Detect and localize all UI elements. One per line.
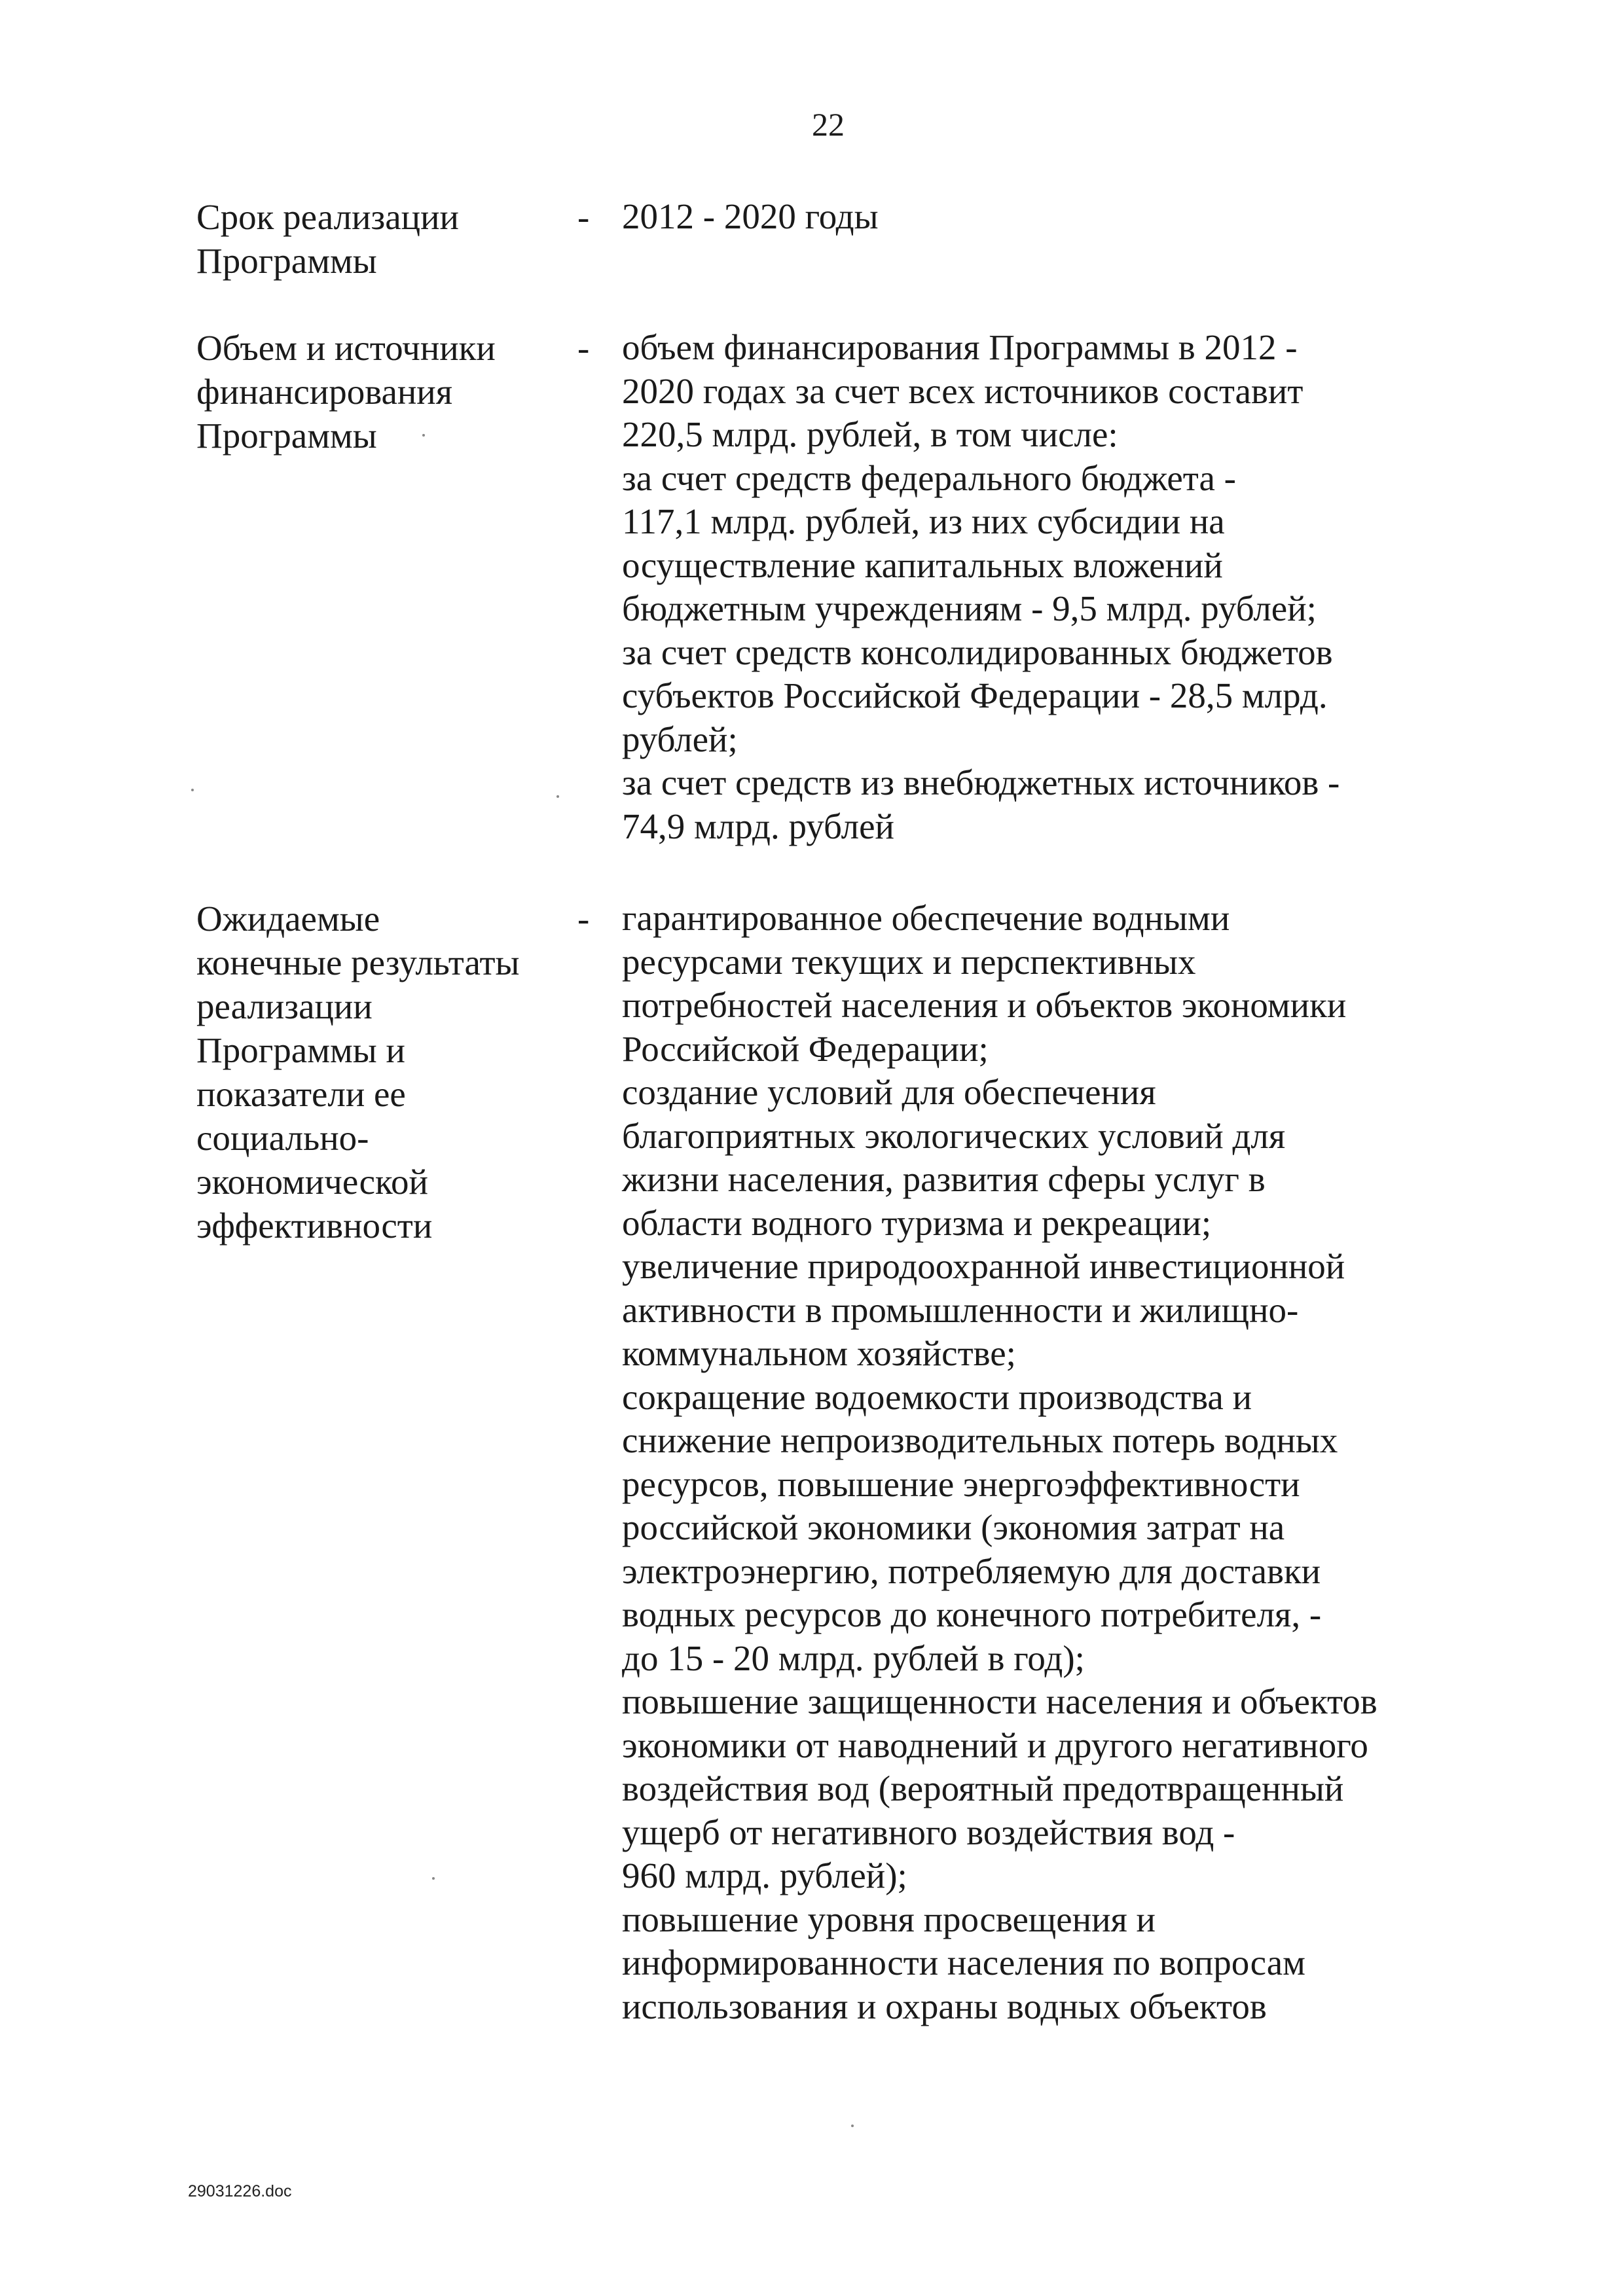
content-line: информированности населения по вопросам bbox=[622, 1943, 1305, 1982]
label-line: эффективности bbox=[196, 1206, 433, 1246]
content-line: объем финансирования Программы в 2012 - bbox=[622, 327, 1298, 367]
separator-dash: - bbox=[577, 197, 590, 237]
content-line: благоприятных экологических условий для bbox=[622, 1115, 1286, 1156]
content-line: повышение уровня просвещения и bbox=[622, 1899, 1156, 1939]
content-line: рублей; bbox=[622, 719, 738, 759]
section-content bbox=[622, 326, 1473, 848]
footer-filename: 29031226.doc bbox=[188, 2182, 292, 2200]
label-line: Программы bbox=[196, 241, 377, 281]
label-line: показатели ее bbox=[196, 1074, 406, 1114]
label-line: Программы bbox=[196, 416, 377, 456]
section-content bbox=[622, 195, 1473, 239]
content-line: 220,5 млрд. рублей, в том числе: bbox=[622, 414, 1118, 454]
content-line: увеличение природоохранной инвестиционной bbox=[622, 1246, 1345, 1286]
label-line: социально- bbox=[196, 1118, 369, 1158]
content-line: снижение непроизводительных потерь водных bbox=[622, 1420, 1338, 1460]
label-line: Программы и bbox=[196, 1030, 405, 1070]
section-label bbox=[196, 195, 563, 283]
scan-speck bbox=[556, 795, 559, 798]
label-line: финансирования bbox=[196, 372, 453, 412]
content-line: 2012 - 2020 годы bbox=[622, 196, 879, 236]
scan-speck bbox=[432, 1877, 435, 1880]
content-line: сокращение водоемкости производства и bbox=[622, 1376, 1252, 1417]
separator-dash: - bbox=[577, 899, 590, 939]
content-line: создание условий для обеспечения bbox=[622, 1072, 1156, 1112]
content-line: 117,1 млрд. рублей, из них субсидии на bbox=[622, 501, 1225, 541]
content-line: экономики от наводнений и другого негативного bbox=[622, 1725, 1368, 1765]
content-line: ресурсов, повышение энергоэффективности bbox=[622, 1463, 1300, 1504]
content-line: ресурсами текущих и перспективных bbox=[622, 941, 1196, 982]
content-line: жизни населения, развития сферы услуг в bbox=[622, 1159, 1266, 1199]
content-line: ущерб от негативного воздействия вод - bbox=[622, 1812, 1235, 1852]
scan-speck bbox=[191, 789, 194, 791]
label-line: конечные результаты bbox=[196, 942, 520, 982]
content-line: электроэнергию, потребляемую для доставки bbox=[622, 1551, 1321, 1591]
content-line: российской экономики (экономия затрат на bbox=[622, 1507, 1285, 1547]
content-line: субъектов Российской Федерации - 28,5 млрд. bbox=[622, 675, 1328, 715]
content-line: области водного туризма и рекреации; bbox=[622, 1202, 1212, 1243]
separator-dash: - bbox=[577, 328, 590, 368]
label-line: Ожидаемые bbox=[196, 899, 380, 939]
section-label bbox=[196, 897, 563, 1247]
content-line: осуществление капитальных вложений bbox=[622, 545, 1223, 585]
label-line: реализации bbox=[196, 986, 373, 1026]
content-line: 2020 годах за счет всех источников составит bbox=[622, 370, 1304, 411]
section-label bbox=[196, 326, 563, 457]
content-line: активности в промышленности и жилищно- bbox=[622, 1289, 1299, 1330]
scan-speck bbox=[422, 434, 425, 437]
section-content bbox=[622, 897, 1473, 2028]
content-line: до 15 - 20 млрд. рублей в год); bbox=[622, 1638, 1085, 1678]
page-number: 22 bbox=[812, 106, 845, 143]
content-line: гарантированное обеспечение водными bbox=[622, 898, 1230, 938]
content-line: 960 млрд. рублей); bbox=[622, 1856, 907, 1895]
content-line: за счет средств из внебюджетных источников - bbox=[622, 762, 1340, 802]
label-line: Объем и источники bbox=[196, 328, 496, 368]
content-line: потребностей населения и объектов экономики bbox=[622, 985, 1347, 1025]
content-line: повышение защищенности населения и объектов bbox=[622, 1681, 1377, 1721]
content-line: Российской Федерации; bbox=[622, 1028, 989, 1069]
label-line: экономической bbox=[196, 1162, 428, 1202]
content-line: бюджетным учреждениям - 9,5 млрд. рублей; bbox=[622, 588, 1317, 628]
content-line: коммунальном хозяйстве; bbox=[622, 1333, 1016, 1373]
content-line: использования и охраны водных объектов bbox=[622, 1986, 1267, 2026]
content-line: 74,9 млрд. рублей bbox=[622, 806, 894, 846]
content-line: воздействия вод (вероятный предотвращенный bbox=[622, 1768, 1344, 1808]
scan-speck bbox=[851, 2125, 854, 2127]
content-line: за счет средств консолидированных бюджетов bbox=[622, 632, 1333, 672]
content-line: за счет средств федерального бюджета - bbox=[622, 457, 1236, 498]
label-line: Срок реализации bbox=[196, 197, 459, 237]
content-line: водных ресурсов до конечного потребителя, - bbox=[622, 1594, 1322, 1634]
